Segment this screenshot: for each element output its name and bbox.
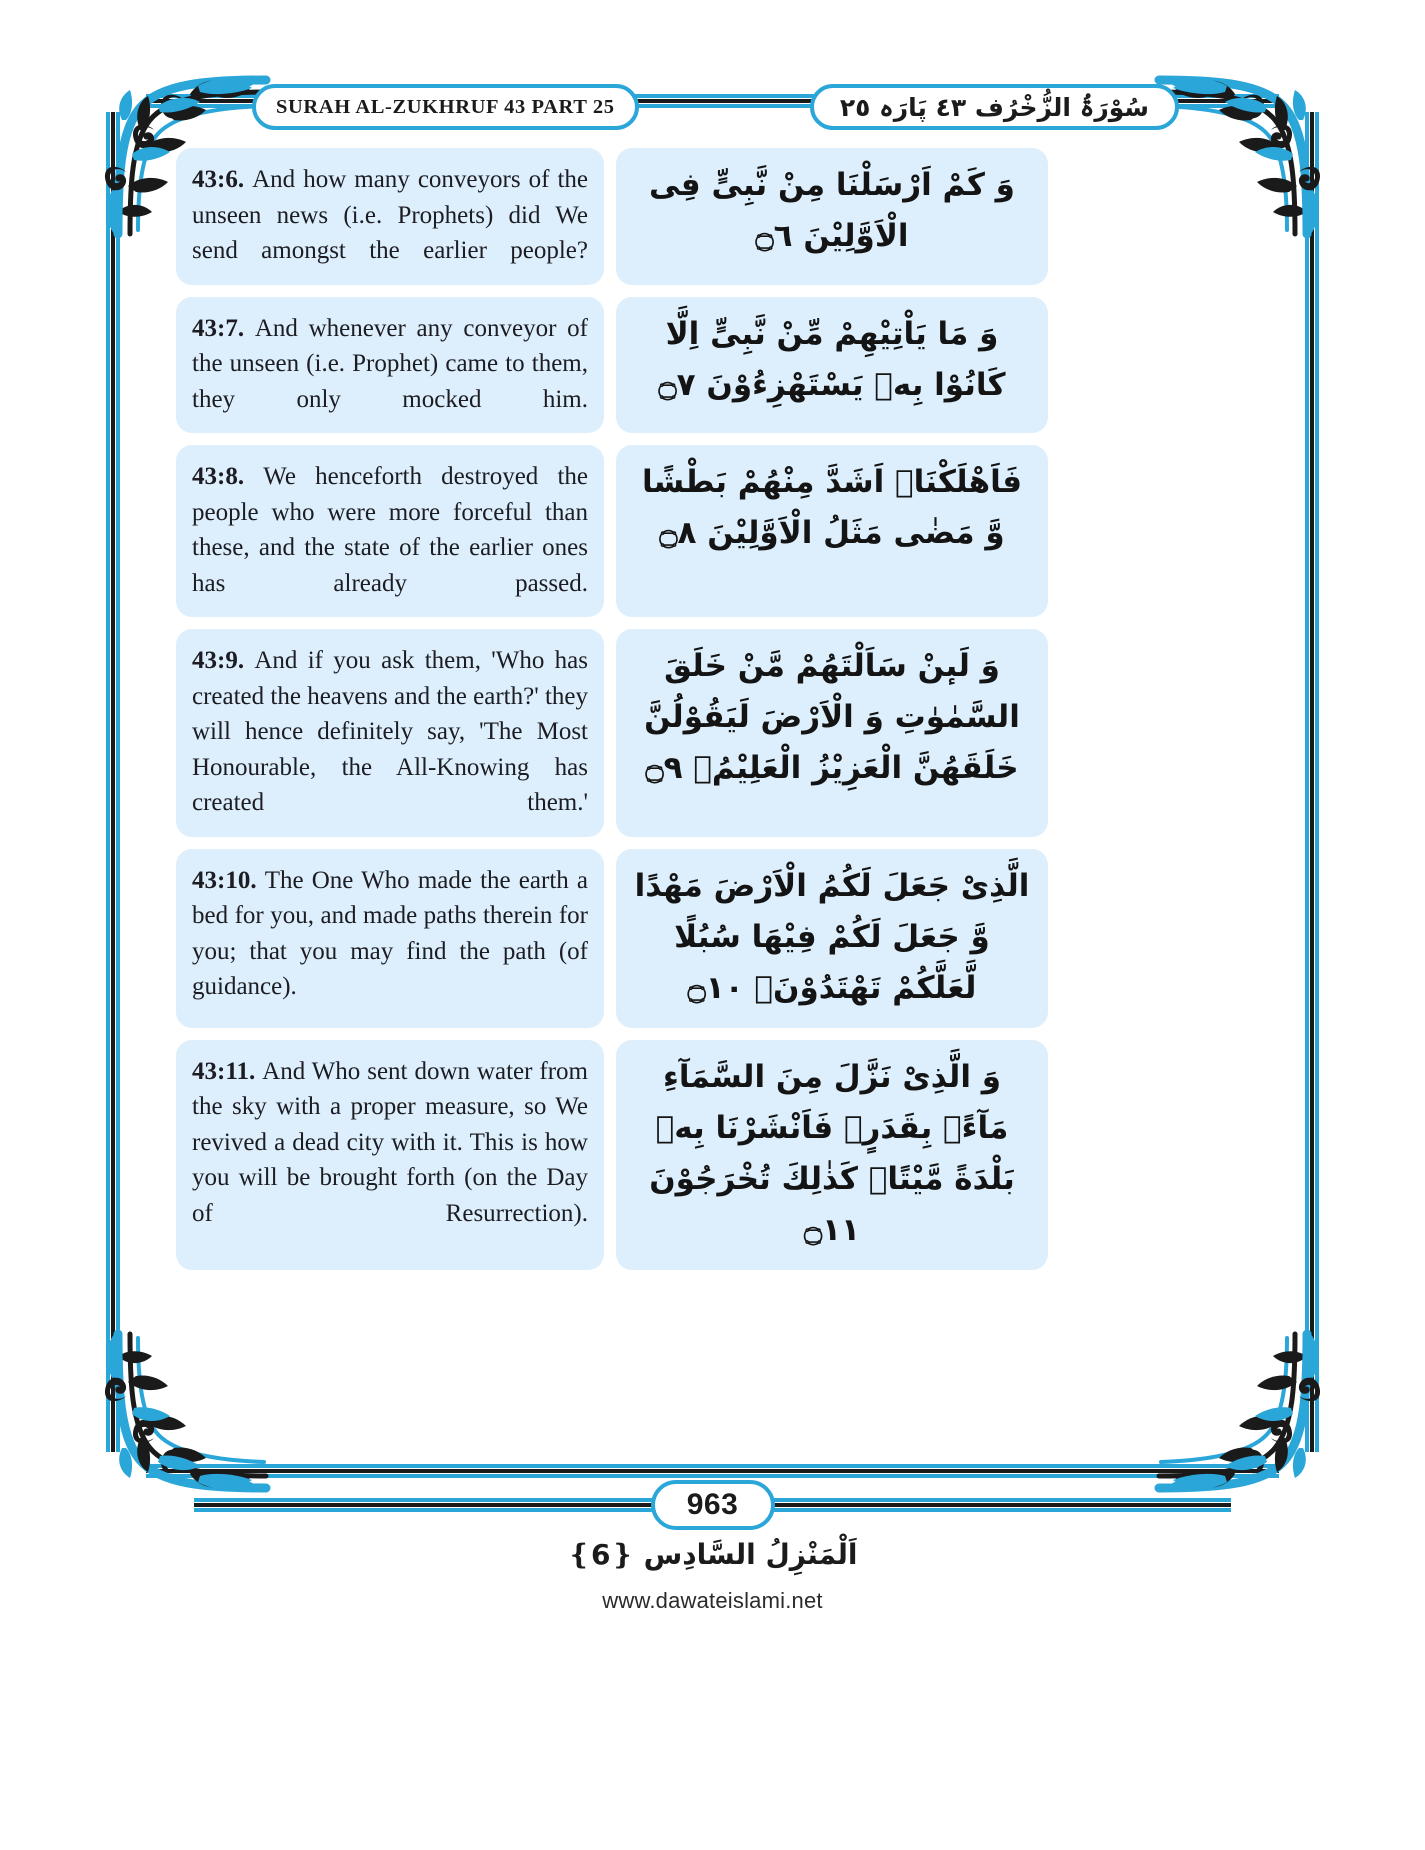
verse-arabic-box: [616, 849, 1048, 1028]
verse-english-box: [176, 1040, 604, 1271]
frame-rail-right: [1305, 112, 1319, 1452]
verse-row: [176, 297, 1048, 434]
frame-rail-left: [106, 112, 120, 1452]
verse-list: [176, 148, 1048, 1282]
verse-arabic-box: [616, 1040, 1048, 1271]
verse-row: [176, 1040, 1048, 1271]
verse-english-text: We henceforth destroyed the people who were more forceful than these, and the state of the earlier ones has already passed.: [192, 463, 589, 597]
verse-reference: 43:7.: [192, 314, 255, 342]
verse-reference: 43:9.: [192, 647, 255, 674]
surah-title-pill-arabic: [810, 84, 1179, 130]
page-number-pill: [651, 1480, 775, 1530]
surah-title-arabic: سُوْرَۃُ الزُّخْرُف ٤٣ پَارَہ ٢٥: [839, 92, 1149, 122]
verse-english-box: [176, 148, 604, 285]
verse-english-text: And how many conveyors of the unseen news (i.e. Prophets) did We send amongst the earlier people?: [192, 166, 589, 264]
surah-title-pill: [252, 84, 639, 130]
verse-row: [176, 148, 1048, 285]
verse-english-text: The One Who made the earth a bed for you, and made paths therein for you; that you may find the path (of guidance).: [192, 866, 589, 1000]
verse-reference: 43:8.: [192, 463, 264, 490]
page-number: 963: [686, 1488, 739, 1521]
verse-arabic-text: فَاَهْلَكْنَاۤ اَشَدَّ مِنْهُمْ بَطْشًا وَّ مَضٰى مَثَلُ الْاَوَّلِيْنَ ۝٨: [641, 464, 1023, 552]
verse-arabic-box: [616, 629, 1048, 837]
verse-english-text: And Who sent down water from the sky with a proper measure, so We revived a dead city with it. This is how you will be brought forth (on the Day of Resurrection).: [192, 1057, 588, 1227]
page-footer: [150, 1480, 1275, 1532]
verse-english-box: [176, 849, 604, 1028]
verse-arabic-text: وَ مَا يَاْتِيْهِمْ مِّنْ نَّبِیٍّ اِلَّا كَانُوْا بِهٖ يَسْتَهْزِءُوْنَ ۝٧: [658, 315, 1006, 403]
verse-english-box: [176, 297, 604, 434]
verse-arabic-text: وَ كَمْ اَرْسَلْنَا مِنْ نَّبِیٍّ فِی الْاَوَّلِيْنَ ۝٦: [649, 167, 1015, 255]
verse-arabic-box: [616, 445, 1048, 617]
website-url: www.dawateislami.net: [602, 1588, 823, 1613]
verse-arabic-text: وَ لَىٕنْ سَاَلْتَهُمْ مَّنْ خَلَقَ السَّمٰوٰتِ وَ الْاَرْضَ لَيَقُوْلُنَّ خَلَقَهُنَّ الْعَزِيْزُ الْعَلِيْمُۙ ۝٩: [644, 648, 1020, 787]
verse-english-box: [176, 445, 604, 617]
verse-reference: 43:6.: [192, 166, 253, 193]
verse-arabic-box: [616, 297, 1048, 434]
frame-rail-bottom: [146, 1464, 1279, 1478]
verse-arabic-box: [616, 148, 1048, 285]
verse-arabic-text: وَ الَّذِیْ نَزَّلَ مِنَ السَّمَآءِ مَآءًۢ بِقَدَرٍۚ فَاَنْشَرْنَا بِهٖ بَلْدَةً مَّيْتًاۚ كَذٰلِكَ تُخْرَجُوْنَ ۝١١: [649, 1058, 1015, 1249]
verse-english-text: And if you ask them, 'Who has created the heavens and the earth?' they will hence definitely say, 'The Most Honourable, the All-Knowing has created them.': [192, 647, 588, 816]
surah-title-english: SURAH AL-ZUKHRUF 43 PART 25: [276, 95, 615, 118]
verse-english-box: [176, 629, 604, 837]
verse-english-text: And whenever any conveyor of the unseen (i.e. Prophet) came to them, they only mocked him.: [192, 314, 588, 413]
verse-row: [176, 849, 1048, 1028]
verse-reference: 43:11.: [192, 1057, 263, 1085]
verse-row: [176, 445, 1048, 617]
page-header: [150, 84, 1275, 136]
verse-arabic-text: الَّذِیْ جَعَلَ لَكُمُ الْاَرْضَ مَهْدًا وَّ جَعَلَ لَكُمْ فِيْهَا سُبُلًا لَّعَلَّكُمْ تَهْتَدُوْنَۚ ۝١٠: [634, 867, 1030, 1006]
manzil-label: اَلْمَنْزِلُ السَّادِس ❴6❵: [567, 1538, 858, 1571]
verse-reference: 43:10.: [192, 866, 265, 894]
verse-row: [176, 629, 1048, 837]
